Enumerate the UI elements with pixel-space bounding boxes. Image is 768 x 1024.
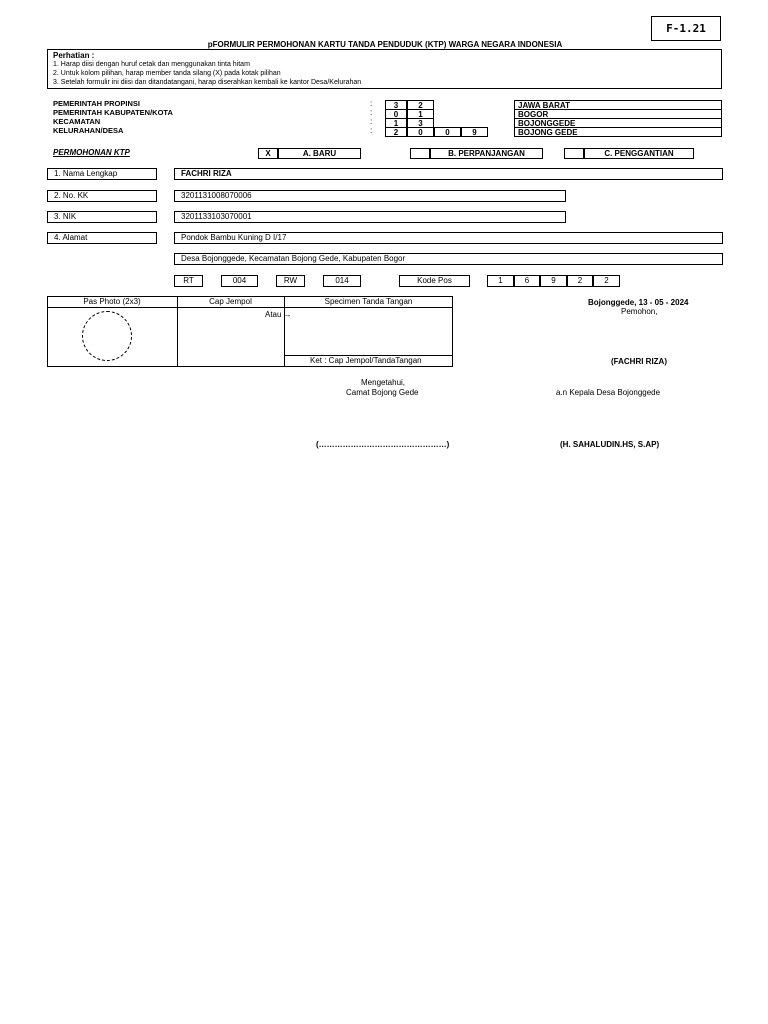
thumb-divider [284, 296, 285, 367]
kodepos-digit[interactable]: 9 [540, 275, 567, 287]
region-label-kabupaten: PEMERINTAH KABUPATEN/KOTA [53, 108, 173, 117]
permohonan-checkbox-c[interactable] [564, 148, 584, 159]
kodepos-digit[interactable]: 6 [514, 275, 540, 287]
rt-label: RT [174, 275, 203, 287]
photo-header-line [47, 307, 453, 308]
photo-placeholder-circle [82, 311, 132, 361]
region-digit: 3 [407, 118, 434, 128]
permohonan-option-baru[interactable]: A. BARU [278, 148, 361, 159]
notice-box [47, 49, 722, 89]
region-label-desa: KELURAHAN/DESA [53, 126, 124, 135]
region-digit: 0 [434, 127, 461, 137]
region-name-desa: BOJONG GEDE [514, 127, 722, 137]
form-title: pFORMULIR PERMOHONAN KARTU TANDA PENDUDUK (KTP) WARGA NEGARA INDONESIA [207, 40, 563, 49]
rt-field[interactable]: 004 [221, 275, 258, 287]
place-date: Bojonggede, 13 - 05 - 2024 [588, 298, 689, 307]
kodepos-label: Kode Pos [399, 275, 470, 287]
notice-item-2: 2. Untuk kolom pilihan, harap member tanda silang (X) pada kotak pilihan [53, 70, 281, 77]
permohonan-mark-checkbox[interactable]: X [258, 148, 278, 159]
pemohon-name: (FACHRI RIZA) [611, 357, 667, 366]
atau-text: Atau → [265, 310, 292, 319]
permohonan-checkbox-b[interactable] [410, 148, 430, 159]
kodepos-digit[interactable]: 1 [487, 275, 514, 287]
notice-heading: Perhatian : [53, 51, 95, 60]
region-name-propinsi: JAWA BARAT [514, 100, 722, 110]
mengetahui-label: Mengetahui, [361, 378, 406, 387]
region-digit: 0 [385, 109, 407, 119]
region-digit: 1 [407, 109, 434, 119]
kepala-desa-name: (H. SAHALUDIN.HS, S.AP) [560, 440, 660, 449]
ket-text: Ket : Cap Jempol/TandaTangan [310, 356, 422, 365]
notice-item-1: 1. Harap diisi dengan huruf cetak dan menggunakan tinta hitam [53, 61, 250, 68]
specimen-header: Specimen Tanda Tangan [324, 297, 413, 306]
pemohon-label: Pemohon, [621, 307, 658, 316]
kodepos-digit[interactable]: 2 [567, 275, 593, 287]
camat-label: Camat Bojong Gede [346, 388, 419, 397]
permohonan-option-penggantian[interactable]: C. PENGGANTIAN [584, 148, 694, 159]
region-digit: 2 [385, 127, 407, 137]
region-colon: : [370, 108, 373, 117]
region-digit: 0 [407, 127, 434, 137]
region-name-kabupaten: BOGOR [514, 109, 722, 119]
region-digit: 1 [385, 118, 407, 128]
kk-field[interactable]: 3201131008070006 [174, 190, 566, 202]
camat-signature-blank: (…………………………………………) [316, 440, 450, 449]
kk-label: 2. No. KK [47, 190, 157, 202]
nama-field[interactable]: FACHRI RIZA [174, 168, 723, 180]
alamat-label: 4. Alamat [47, 232, 157, 244]
region-digit: 3 [385, 100, 407, 110]
nik-field[interactable]: 3201133103070001 [174, 211, 566, 223]
permohonan-option-perpanjangan[interactable]: B. PERPANJANGAN [430, 148, 543, 159]
region-digit: 2 [407, 100, 434, 110]
pas-photo-header: Pas Photo (2x3) [83, 297, 141, 306]
region-label-kecamatan: KECAMATAN [53, 117, 101, 126]
region-colon: : [370, 117, 373, 126]
rw-label: RW [276, 275, 305, 287]
alamat-field-line2[interactable]: Desa Bojonggede, Kecamatan Bojong Gede, Kabupaten Bogor [174, 253, 723, 265]
nik-label: 3. NIK [47, 211, 157, 223]
region-name-kecamatan: BOJONGGEDE [514, 118, 722, 128]
kodepos-digit[interactable]: 2 [593, 275, 620, 287]
region-digit: 9 [461, 127, 488, 137]
nama-label: 1. Nama Lengkap [47, 168, 157, 180]
permohonan-label: PERMOHONAN KTP [53, 148, 130, 157]
notice-item-3: 3. Setelah formulir ini diisi dan ditandatangani, harap diserahkan kembali ke kantor Desa/Kelurahan [53, 79, 362, 86]
alamat-field-line1[interactable]: Pondok Bambu Kuning D I/17 [174, 232, 723, 244]
region-colon: : [370, 99, 373, 108]
form-code-box [651, 16, 721, 41]
region-label-propinsi: PEMERINTAH PROPINSI [53, 99, 140, 108]
form-code: F-1.21 [666, 22, 706, 35]
kepala-desa-label: a.n Kepala Desa Bojonggede [556, 388, 661, 397]
cap-jempol-header: Cap Jempol [209, 297, 252, 306]
region-colon: : [370, 126, 373, 135]
rw-field[interactable]: 014 [323, 275, 361, 287]
photo-divider [177, 296, 178, 367]
